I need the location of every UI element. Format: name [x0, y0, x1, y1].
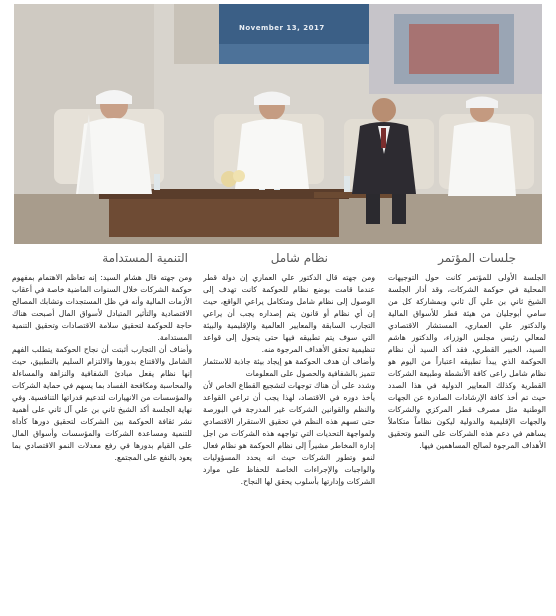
- article-column-right: [388, 272, 546, 612]
- paragraph: وأضاف أن هدف الحوكمة هو إيجاد بيئة جاذبة للاستثمار تتميز بالشفافية والحصول على المعلومات: [203, 357, 375, 378]
- photo-banner-text: November 13, 2017: [239, 24, 325, 32]
- heading-sustainable-development: التنمية المستدامة: [102, 251, 188, 265]
- paragraph: وأضاف أن التجارب أثبتت أن نجاح الحوكمة يتطلب الفهم الشامل والاقتناع بدورها والالتزام السليم بالتطبيق، حيث إنها نظام يفعل مبادئ الشفافية والنزاهة والمساءلة والمحاسبة ومكافحة الفساد بما يسهم في حماية الشركات والمؤسسات من الانهيارات لتدعيم قدراتها التنافسية. وفي نهاية الجلسة أكد الشيخ ثاني بن علي آل ثاني على أهمية نشر ثقافة الحوكمة بين الشركات لتحقيق دورها كأداة للتنمية ومساعدة الشركات والمؤسسات وأسواق المال على القيام بدورها في رفع معدلات النمو الاقتصادي بما يعود بالنفع على المجتمع.: [12, 345, 192, 462]
- conference-photo-illustration: [14, 4, 542, 244]
- paragraph: ومن جهته قال الدكتور علي العماري إن دولة قطر عندما قامت بوضع نظام للحوكمة كانت تهدف إلى الوصول إلى نظام شامل ومتكامل يراعي الواقع، حيث إن أي نظام أو قانون يتم إصداره يجب أن يراعي التجارب السابقة والمعايير العالمية والإقليمية والبيئة التي سوف يتم تطبيقه فيها حتى يتحول إلى قواعد تنظيمية تحقق الأهداف المرجوة منه.: [203, 273, 375, 354]
- article-column-left: [12, 272, 192, 612]
- conference-photo: [14, 4, 542, 244]
- paragraph: وشدد على أن هناك توجهات لتشجيع القطاع الخاص لأن يأخذ دوره في الاقتصاد، لهذا يجب أن تراعي القواعد والنظم والقوانين الشركات غير المدرجة في البورصة حتى تسهم هذه النظم في تحقيق الاستقرار الاقتصادي ولمواجهة التحديات التي تواجهه هذه الشركات من اجل إدارة المخاطر مشيراً إلى نظام الحوكمة هو نظام فعال لنمو وتطور الشركات حيث انه يحدد المسؤوليات والواجبات والإجراءات الخاصة للحفاظ على موارد الشركات وإدارتها بأسلوب يحقق لها النجاح.: [203, 381, 375, 486]
- heading-conference-sessions: جلسات المؤتمر: [438, 251, 516, 265]
- heading-comprehensive-system: نظام شامل: [270, 251, 328, 265]
- article-column-middle: [203, 272, 375, 612]
- paragraph: الجلسة الأولى للمؤتمر كانت حول التوجيهات المحلية في حوكمة الشركات، وقد أدار الجلسة الشيخ ثاني بن علي آل ثاني وبمشاركة كل من سامي أبوجليان من هيئة قطر للأسواق المالية والدكتور علي العماري، المستشار الاقتصادي لمعالي رئيس مجلس الوزراء، والدكتور هاشم السيد، الخبير القطري، فقد أكد السيد أن نظام الحوكمة الذي يبدأ تطبيقه اعتباراً من اليوم هو نظام شامل راعى كافة الأنشطة وطبيعة الشركات القطرية وكذلك المعايير الدولية في هذا الصدد حيث تم أخذ كافة الإرشادات الصادرة عن الجهات الوطنية مثل مصرف قطر المركزي والشركات والجهات الإقليمية والدولية ليكون نظاماً متكاملاً يساهم في دعم هذه الشركات على النمو وتحقيق الأهداف المرجوة لصالح المساهمين فيها.: [388, 273, 546, 450]
- paragraph: ومن جهته قال هشام السيد: إنه تعاظم الاهتمام بمفهوم حوكمة الشركات خلال السنوات الماضية خاصة في أعقاب الأزمات المالية وأنه في ظل المستجدات وتشابك المصالح الاقتصادية والتأثير المتبادل لأسواق المال أصبحت هناك حاجة للحوكمة لتحقيق سلامة الاقتصادات وتحقيق التنمية المستدامة.: [12, 273, 192, 342]
